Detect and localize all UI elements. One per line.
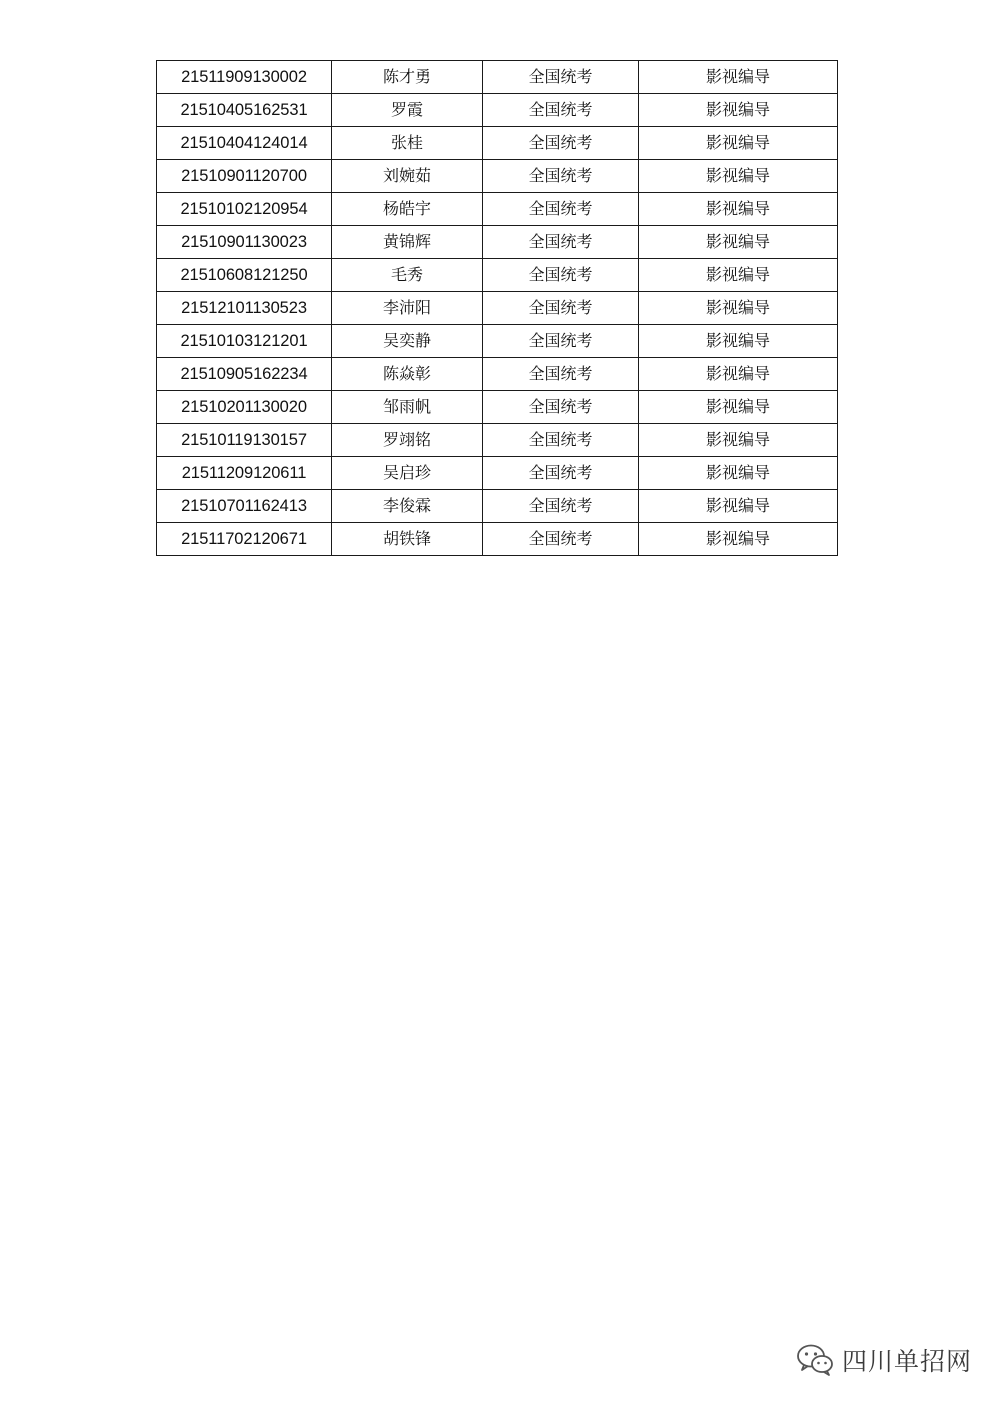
- table-row: [157, 226, 838, 259]
- exam-type-cell: 全国统考: [483, 325, 639, 358]
- exam-type-cell: 全国统考: [483, 94, 639, 127]
- candidate-name-cell: 邹雨帆: [332, 391, 483, 424]
- wechat-icon: [796, 1343, 834, 1377]
- major-cell: 影视编导: [639, 358, 838, 391]
- candidate-id-cell: 21510404124014: [157, 127, 332, 160]
- candidate-id-cell: 21510901120700: [157, 160, 332, 193]
- major-cell: 影视编导: [639, 490, 838, 523]
- table-row: [157, 391, 838, 424]
- exam-type-cell: 全国统考: [483, 358, 639, 391]
- exam-type-cell: 全国统考: [483, 424, 639, 457]
- candidate-name-cell: 杨皓宇: [332, 193, 483, 226]
- table-body: [157, 61, 838, 556]
- candidate-id-cell: 21512101130523: [157, 292, 332, 325]
- table-row: [157, 325, 838, 358]
- candidate-id-cell: 21510905162234: [157, 358, 332, 391]
- candidate-id-cell: 21510102120954: [157, 193, 332, 226]
- exam-type-cell: 全国统考: [483, 259, 639, 292]
- candidate-name-cell: 李俊霖: [332, 490, 483, 523]
- candidate-name-cell: 罗霞: [332, 94, 483, 127]
- candidate-name-cell: 陈焱彰: [332, 358, 483, 391]
- candidate-name-cell: 黄锦辉: [332, 226, 483, 259]
- major-cell: 影视编导: [639, 61, 838, 94]
- major-cell: 影视编导: [639, 127, 838, 160]
- candidate-name-cell: 吴启珍: [332, 457, 483, 490]
- table-row: [157, 490, 838, 523]
- major-cell: 影视编导: [639, 94, 838, 127]
- table-row: [157, 127, 838, 160]
- candidate-id-cell: 21510119130157: [157, 424, 332, 457]
- exam-type-cell: 全国统考: [483, 193, 639, 226]
- candidate-id-cell: 21510103121201: [157, 325, 332, 358]
- exam-type-cell: 全国统考: [483, 160, 639, 193]
- candidate-name-cell: 毛秀: [332, 259, 483, 292]
- table-row: [157, 457, 838, 490]
- major-cell: 影视编导: [639, 457, 838, 490]
- exam-type-cell: 全国统考: [483, 226, 639, 259]
- table-row: [157, 259, 838, 292]
- candidate-id-cell: 21511702120671: [157, 523, 332, 556]
- candidate-name-cell: 吴奕静: [332, 325, 483, 358]
- exam-type-cell: 全国统考: [483, 490, 639, 523]
- candidate-name-cell: 李沛阳: [332, 292, 483, 325]
- major-cell: 影视编导: [639, 523, 838, 556]
- exam-type-cell: 全国统考: [483, 61, 639, 94]
- exam-type-cell: 全国统考: [483, 292, 639, 325]
- major-cell: 影视编导: [639, 160, 838, 193]
- watermark-text: 四川单招网: [842, 1347, 973, 1376]
- candidate-id-cell: 21510201130020: [157, 391, 332, 424]
- table-row: [157, 523, 838, 556]
- candidate-id-cell: 21511209120611: [157, 457, 332, 490]
- table-row: [157, 160, 838, 193]
- candidate-name-cell: 陈才勇: [332, 61, 483, 94]
- candidate-name-cell: 胡铁锋: [332, 523, 483, 556]
- table-row: [157, 193, 838, 226]
- exam-type-cell: 全国统考: [483, 457, 639, 490]
- table-row: [157, 424, 838, 457]
- major-cell: 影视编导: [639, 292, 838, 325]
- candidate-name-cell: 刘婉茹: [332, 160, 483, 193]
- exam-type-cell: 全国统考: [483, 391, 639, 424]
- major-cell: 影视编导: [639, 424, 838, 457]
- exam-type-cell: 全国统考: [483, 523, 639, 556]
- watermark: [796, 1342, 972, 1378]
- major-cell: 影视编导: [639, 259, 838, 292]
- table-row: [157, 358, 838, 391]
- table-row: [157, 94, 838, 127]
- candidate-id-cell: 21510405162531: [157, 94, 332, 127]
- candidate-id-cell: 21510901130023: [157, 226, 332, 259]
- candidate-name-cell: 张桂: [332, 127, 483, 160]
- major-cell: 影视编导: [639, 325, 838, 358]
- exam-type-cell: 全国统考: [483, 127, 639, 160]
- table-row: [157, 61, 838, 94]
- major-cell: 影视编导: [639, 226, 838, 259]
- candidate-name-cell: 罗翊铭: [332, 424, 483, 457]
- candidate-id-cell: 21511909130002: [157, 61, 332, 94]
- candidate-id-cell: 21510701162413: [157, 490, 332, 523]
- major-cell: 影视编导: [639, 391, 838, 424]
- admission-table: [156, 60, 838, 556]
- major-cell: 影视编导: [639, 193, 838, 226]
- table-row: [157, 292, 838, 325]
- candidate-id-cell: 21510608121250: [157, 259, 332, 292]
